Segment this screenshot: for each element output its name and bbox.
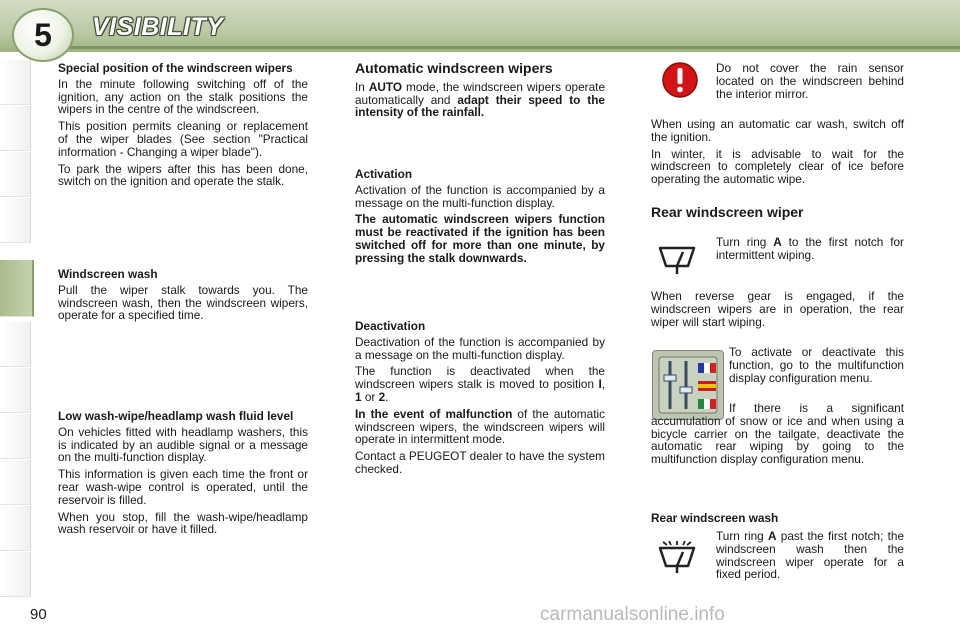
column-left-wash: [58, 268, 308, 326]
warning-text: Do not cover the rain sensor located on the windscreen behind the interior mirror.: [716, 61, 904, 101]
position-1: 1: [355, 389, 362, 404]
ring-a-label: A: [768, 529, 777, 543]
malfunction-emphasis: In the event of malfunction: [355, 406, 513, 421]
side-tab[interactable]: [0, 368, 31, 413]
side-tab[interactable]: [0, 322, 31, 367]
rear-wiper-title: Rear windscreen wiper: [651, 204, 804, 220]
fluid-level-heading: Low wash-wipe/headlamp wash fluid level: [58, 409, 294, 423]
column-left: [58, 62, 308, 192]
fluid-level-text-1: On vehicles fitted with headlamp washers, this is indicated by an audible signal or a message on the multi-function display.: [58, 424, 308, 465]
auto-wipers-intro: [355, 81, 605, 119]
side-tab[interactable]: [0, 152, 31, 197]
period: .: [385, 389, 389, 404]
rear-wiper-turn: [716, 236, 904, 266]
fluid-level-text-2: This information is given each time the front or rear wash-wipe control is operated, until the reservoir is filled.: [58, 467, 308, 507]
activation-heading: Activation: [355, 167, 413, 181]
special-position-text-1: In the minute following switching off of the ignition, any action on the stalk positions the wipers in the centre of the windscreen.: [58, 76, 308, 117]
chapter-title: VISIBILITY: [92, 13, 224, 41]
fluid-level-text-3: When you stop, fill the wash-wipe/headlamp wash reservoir or have it filled.: [58, 509, 308, 537]
position-2: 2: [378, 389, 386, 404]
rear-wiper-section: [651, 206, 904, 225]
side-tab-active[interactable]: [0, 260, 34, 317]
intro-emphasis: adapt their speed to the intensity of the rainfall.: [355, 92, 605, 120]
deactivation-text-2: [355, 365, 605, 403]
rear-wash-text-start: Turn ring: [716, 529, 768, 543]
warning-exclamation-icon: [660, 60, 700, 100]
auto-wipers-title: Automatic windscreen wipers: [355, 60, 553, 76]
side-tab[interactable]: [0, 552, 31, 597]
turn-ring-text: [716, 236, 904, 262]
side-tab[interactable]: [0, 106, 31, 151]
special-position-heading: Special position of the windscreen wipers: [58, 61, 293, 75]
reverse-gear-text: When reverse gear is engaged, if the windscreen wipers are in operation, the rear wiper will start wiping.: [651, 289, 904, 329]
deactivation-text: The function is deactivated when the windscreen wipers stalk is moved to position: [355, 364, 605, 392]
intro-text: mode, the windscreen wipers operate automatically and: [355, 79, 605, 107]
header-rule: [60, 46, 960, 49]
reverse-gear-section: [651, 290, 904, 332]
winter-text: In winter, it is advisable to wait for the windscreen to completely clear of ice before operating the automatic wipe.: [651, 146, 904, 187]
rear-wash-text-end: past the first notch; the windscreen wash then the windscreen wiper operate for a fixed period.: [716, 529, 905, 582]
position-i: I: [598, 377, 602, 392]
rear-wiper-icon: [657, 244, 697, 280]
separator: ,: [601, 377, 605, 392]
column-left-fluid: [58, 410, 308, 540]
turn-text: to the first notch for intermittent wiping.: [716, 235, 904, 262]
activate-config-section: [729, 346, 904, 388]
rain-sensor-warning: [716, 62, 904, 104]
chapter-number: 5: [12, 8, 74, 62]
contact-dealer-text: Contact a PEUGEOT dealer to have the system checked.: [355, 449, 605, 476]
side-tab[interactable]: [0, 460, 31, 505]
activation-text-1: Activation of the function is accompanied by a message on the multi-function display.: [355, 182, 605, 210]
side-tab[interactable]: [0, 414, 31, 459]
deactivation-heading: Deactivation: [355, 319, 426, 333]
activation-text-2: The automatic windscreen wipers function must be reactivated if the ignition has been switched off for more than one minute, by pressing the stalk downwards.: [355, 212, 605, 265]
malfunction-text: [355, 408, 605, 446]
bicycle-carrier-text: If there is a significant accumulation of snow or ice and when using a bicycle carrier on the tailgate, deactivate the automatic rear wiping by going to the multifunction display configuration menu.: [651, 401, 904, 467]
rear-wash-heading: Rear windscreen wash: [651, 511, 779, 525]
deactivation-text-1: Deactivation of the function is accompanied by a message on the multi-function display.: [355, 334, 605, 362]
auto-keyword: AUTO: [368, 79, 403, 94]
activation-section: [355, 168, 605, 269]
side-tabs: [0, 60, 34, 580]
rear-wash-text: [716, 530, 904, 581]
side-tab[interactable]: [0, 198, 31, 243]
special-position-text-3: To park the wipers after this has been done, switch on the ignition and operate the stalk.: [58, 161, 308, 189]
side-tab[interactable]: [0, 60, 31, 105]
bicycle-carrier-section: [651, 402, 904, 470]
special-position-text-2: This position permits cleaning or replacement of the wiper blades (See section "Practical information - Changing a wiper blade").: [58, 119, 308, 159]
deactivation-section: [355, 320, 605, 480]
rear-wash-icon: [657, 540, 697, 576]
separator: or: [361, 389, 379, 404]
turn-text: Turn ring: [716, 235, 774, 249]
rear-wash-turn: [716, 530, 904, 585]
rear-wash-section: [651, 512, 904, 528]
ring-a-label: A: [773, 235, 782, 249]
car-wash-text: When using an automatic car wash, switch off the ignition.: [651, 117, 904, 144]
malfunction-rest: of the automatic windscreen wipers, the windscreen wipers will operate in intermittent mode.: [355, 406, 605, 447]
activate-config-text: To activate or deactivate this function, go to the multifunction display configuration menu.: [729, 345, 904, 385]
page-number: 90: [30, 606, 47, 623]
windscreen-wash-text: Pull the wiper stalk towards you. The windscreen wash, then the windscreen wipers, operate for a specified time.: [58, 282, 308, 323]
watermark: carmanualsonline.info: [540, 604, 725, 625]
windscreen-wash-heading: Windscreen wash: [58, 267, 158, 281]
column-middle: [355, 62, 605, 123]
intro-text: In: [355, 79, 369, 94]
side-tab[interactable]: [0, 506, 31, 551]
column-right: [651, 118, 904, 190]
